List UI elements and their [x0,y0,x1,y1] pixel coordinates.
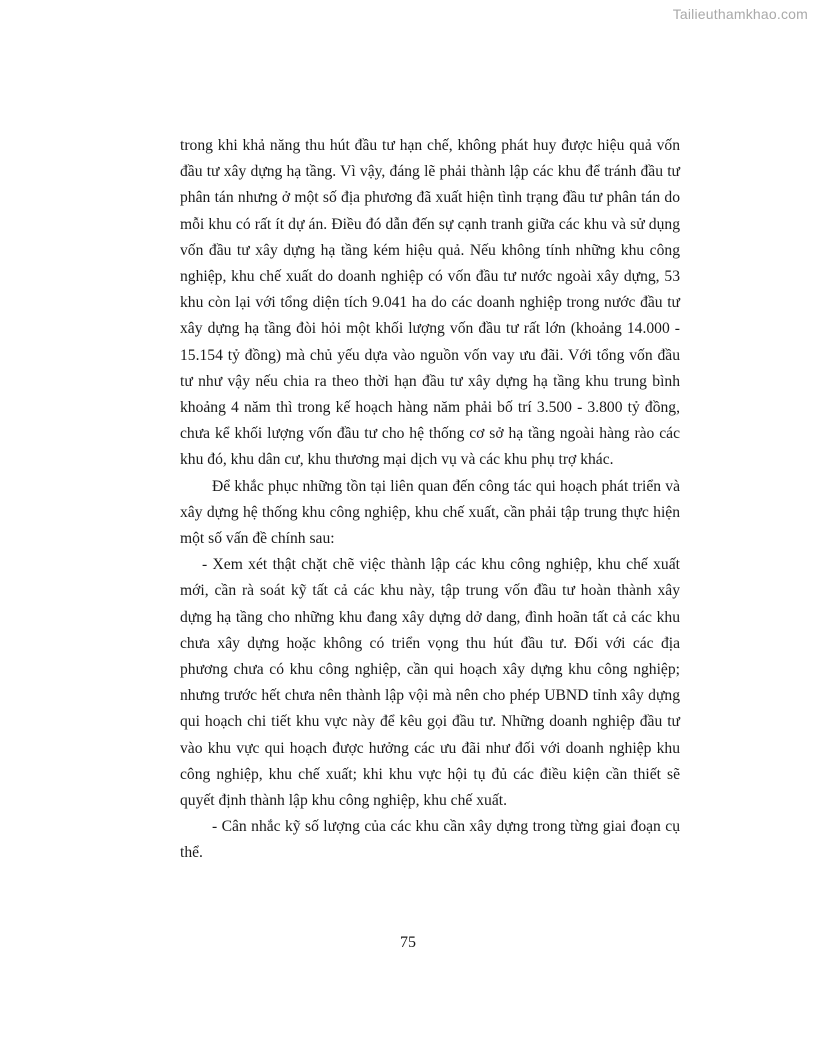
paragraph-intro-measures: Để khắc phục những tồn tại liên quan đến công tác qui hoạch phát triển và xây dựng hệ thống khu công nghiệp, khu chế xuất, cần phải tập trung thực hiện một số vấn đề chính sau: [180,477,680,548]
document-body [180,133,680,867]
watermark-text: Tailieuthamkhao.com [672,6,808,22]
paragraph-continuation: trong khi khả năng thu hút đầu tư hạn chế, không phát huy được hiệu quả vốn đầu tư xây dựng hạ tầng. Vì vậy, đáng lẽ phải thành lập các khu để tránh đầu tư phân tán nhưng ở một số địa phương đã xuất hiện tình trạng đầu tư phân tán do mỗi khu có rất ít dự án. Điều đó dẫn đến sự cạnh tranh giữa các khu và sử dụng vốn đầu tư xây dựng hạ tầng kém hiệu quả. Nếu không tính những khu công nghiệp, khu chế xuất do doanh nghiệp có vốn đầu tư nước ngoài xây dựng, 53 khu còn lại với tổng diện tích 9.041 ha do các doanh nghiệp trong nước đầu tư xây dựng hạ tầng đòi hỏi một khối lượng vốn đầu tư rất lớn (khoảng 14.000 - 15.154 tỷ đồng) mà chủ yếu dựa vào nguồn vốn vay ưu đãi. Với tổng vốn đầu tư như vậy nếu chia ra theo thời hạn đầu tư xây dựng hạ tầng khu trung bình khoảng 4 năm thì trong kế hoạch hàng năm phải bố trí 3.500 - 3.800 tỷ đồng, chưa kể khối lượng vốn đầu tư cho hệ thống cơ sở hạ tầng ngoài hàng rào các khu đó, khu dân cư, khu thương mại dịch vụ và các khu phụ trợ khác. [180,137,680,469]
paragraph-measure-2: - Cân nhắc kỹ số lượng của các khu cần xây dựng trong từng giai đoạn cụ thể. [180,818,680,862]
paragraph-measure-1: - Xem xét thật chặt chẽ việc thành lập các khu công nghiệp, khu chế xuất mới, cần rà soát kỹ tất cả các khu này, tập trung vốn đầu tư hoàn thành xây dựng hạ tầng cho những khu đang xây dựng dở dang, đình hoãn tất cả các khu chưa xây dựng hoặc không có triển vọng thu hút đầu tư. Đối với các địa phương chưa có khu công nghiệp, cần qui hoạch xây dựng khu công nghiệp; nhưng trước hết chưa nên thành lập vội mà nên cho phép UBND tỉnh xây dựng qui hoạch chi tiết khu vực này để kêu gọi đầu tư. Những doanh nghiệp đầu tư vào khu vực qui hoạch được hưởng các ưu đãi như đối với doanh nghiệp khu công nghiệp, khu chế xuất; khi khu vực hội tụ đủ các điều kiện cần thiết sẽ quyết định thành lập khu công nghiệp, khu chế xuất. [180,556,680,810]
page-number: 75 [400,934,416,951]
